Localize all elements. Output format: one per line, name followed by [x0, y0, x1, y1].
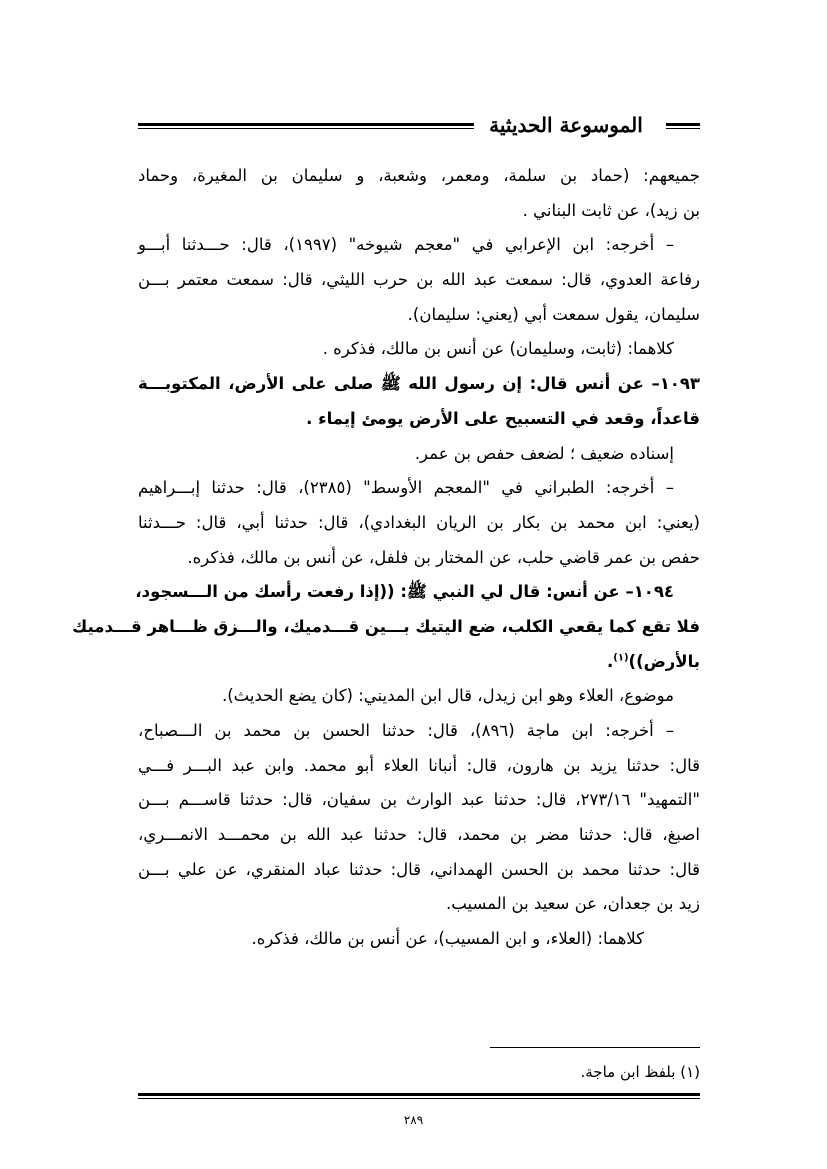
body-line: – أخرجه: ابن الإعرابي في "معجم شيوخه" (١٩٩٧)، قال: حـــدثنا أبـــو: [138, 235, 674, 255]
footnote-marker: (١): [613, 652, 629, 664]
body-line: اصبغ، قال: حدثنا مضر بن محمد، قال: حدثنا عبد الله بن محمـــد الانمـــري،: [138, 825, 700, 845]
header-title: الموسوعة الحديثية: [489, 113, 643, 137]
hadith-heading-line: قاعداً، وقعد في التسبيح على الأرض يومئ إيماء .: [306, 408, 700, 428]
footnote: (١) بلفظ ابن ماجة.: [580, 1063, 700, 1081]
body-line: حفص بن عمر قاضي حلب، عن المختار بن فلفل، عن أنس بن مالك، فذكره.: [187, 547, 700, 567]
hadith-heading-line: بالأرض))$^{(١)}$.: [606, 651, 700, 671]
body-line: كلاهما: (ثابت، وسليمان) عن أنس بن مالك، فذكره .: [322, 339, 674, 359]
body-line: إسناده ضعيف ؛ لضعف حفص بن عمر.: [414, 443, 674, 463]
body-line: رفاعة العدوي، قال: سمعت عبد الله بن حرب الليثي، قال: سمعت معتمر بـــن: [138, 270, 700, 290]
footer-rule: [138, 1093, 700, 1099]
header-rule-short: [666, 123, 700, 129]
body-line: سليمان، يقول سمعت أبي (يعني: سليمان).: [407, 304, 700, 324]
footnote-separator: [490, 1047, 700, 1048]
running-header: [138, 110, 700, 140]
page-body: [72, 159, 700, 957]
hadith-heading-line: ١٠٩٣– عن أنس قال: إن رسول الله ﷺ صلى على الأرض، المكتوبـــة: [138, 374, 700, 394]
body-line: كلاهما: (العلاء، و ابن المسيب)، عن أنس بن مالك، فذكره.: [251, 929, 644, 949]
body-line: – أخرجه: الطبراني في "المعجم الأوسط" (٢٣٨٥)، قال: حدثنا إبـــراهيم: [138, 478, 674, 498]
body-line: (يعني: ابن محمد بن بكار بن الريان البغدادي)، قال: حدثنا أبي، قال: حـــدثنا: [138, 512, 700, 532]
hadith-heading-line: فلا تقع كما يقعي الكلب، ضع اليتيك بـــين قـــدميك، والـــزق ظـــاهر قـــدميك: [72, 616, 700, 636]
body-line: قال: حدثنا يزيد بن هارون، قال: أنبانا العلاء أبو محمد. وابن عبد البـــر فـــي: [138, 755, 700, 775]
body-line: "التمهيد" ٢٧٣/١٦، قال: حدثنا عبد الوارث بن سفيان، قال: حدثنا قاســـم بـــن: [138, 790, 700, 810]
hadith-heading-line: ١٠٩٤– عن أنس: قال لي النبي ﷺ: ((إذا رفعت رأسك من الـــسجود،: [135, 582, 674, 602]
header-rule-long: [138, 123, 474, 129]
body-line: – أخرجه: ابن ماجة (٨٩٦)، قال: حدثنا الحسن بن محمد بن الـــصباح،: [138, 721, 674, 740]
body-line: زيد بن جعدان، عن سعيد بن المسيب.: [446, 894, 700, 914]
body-line: بن زيد)، عن ثابت البناني .: [522, 200, 700, 220]
body-line: قال: حدثنا محمد بن الحسن الهمداني، قال: حدثنا عباد المنقري، عن علي بـــن: [138, 859, 700, 879]
page-number: ٢٨٩: [403, 1113, 424, 1127]
hadith-heading-text: بالأرض)): [628, 651, 700, 671]
body-line: موضوع، العلاء وهو ابن زيدل، قال ابن المديني: (كان يضع الحديث).: [221, 686, 674, 706]
body-line: جميعهم: (حماد بن سلمة، ومعمر، وشعبة، و سليمان بن المغيرة، وحماد: [138, 166, 700, 185]
